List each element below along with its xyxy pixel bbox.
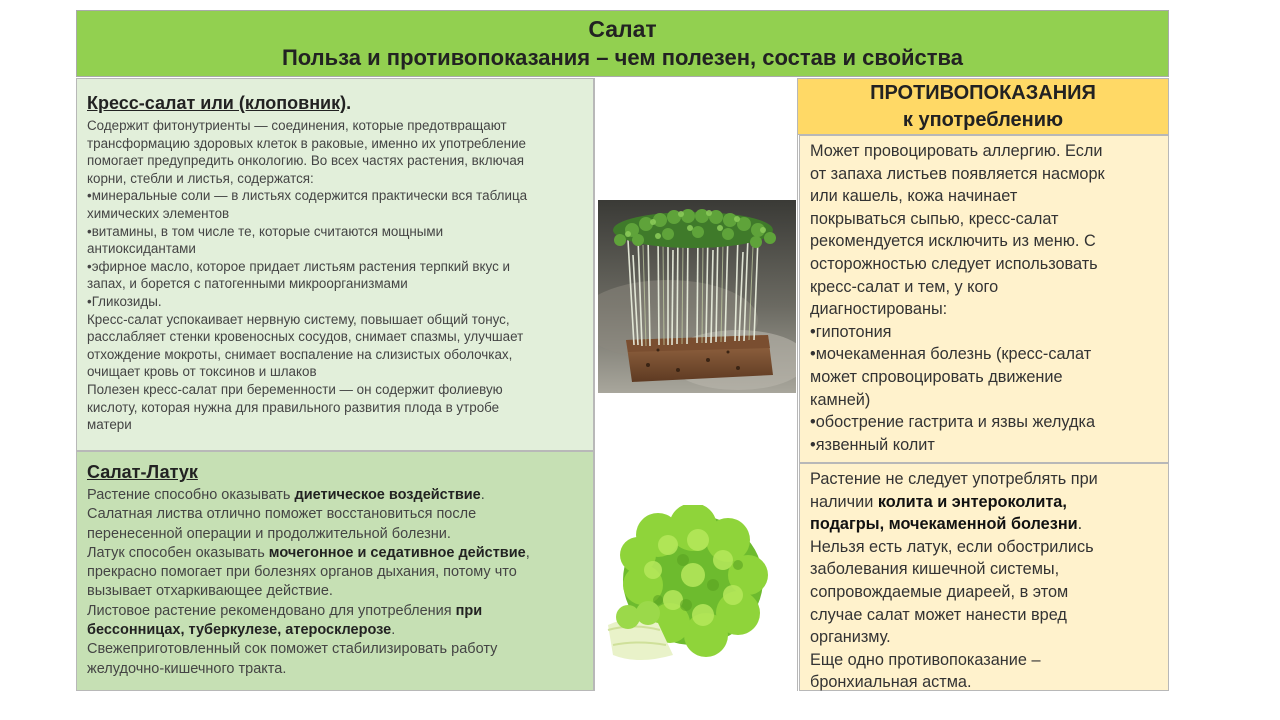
contraindications-lettuce: Растение не следует употреблять при наличии колита и энтероколита, подагры, мочекаменной болезни. Нельзя есть латук, если обострились заболевания кишечной системы, сопровождаемые диареей, в этом случае салат может нанести вред организму. Еще одно противопоказание – бронхиальная астма. — [799, 463, 1169, 691]
cress-sprouts-photo — [598, 200, 796, 393]
lettuce-title: Салат-Латук — [87, 462, 198, 482]
contraindications-header — [797, 78, 1169, 135]
contraindications-cress: Может провоцировать аллергию. Если от запаха листьев появляется насморк или кашель, кожа начинает покрываться сыпью, кресс-салат рекомендуется исключить из меню. С осторожностью следует использовать кресс-салат и тем, у кого диагностированы: •гипотония •мочекаменная болезнь (кресс-салат может спровоцировать движение камней) •обострение гастрита и язвы желудка •язвенный колит — [799, 135, 1169, 463]
contraindications-subtitle: к употреблению — [902, 109, 1064, 131]
cress-text: Содержит фитонутриенты — соединения, которые предотвращают трансформацию здоровых клеток в раковые, именно их употребление помогает предупредить онкологию. Во всех частях растения, включая корни, стебли и листья, содержатся: •минеральные соли — в листьях содержится практически вся таблица химических элементов •витамины, в том числе те, которые считаются мощными антиоксидантами •эфирное масло, которое придает листьям растения терпкий вкус и запах, и борется с патогенными микроорганизмами •Гликозиды. Кресс-салат успокаивает нервную систему, повышает общий тонус, расслабляет стенки кровеносных сосудов, снимает спазмы, улучшает отхождение мокроты, снимает воспаление на слизистых оболочках, очищает кровь от токсинов и шлаков Полезен кресс-салат при беременности — он содержит фолиевую кислоту, которая нужна для правильного развития плода в утробе матери — [87, 118, 528, 433]
lettuce-text: Растение способно оказывать диетическое воздействие. Салатная листва отлично поможет восстановиться после перенесенной операции и продолжительной болезни. Латук способен оказывать мочегонное и седативное действие, прекрасно помогает при болезнях органов дыхания, потому что вызывает отхаркивающее действие. Листовое растение рекомендовано для употребления при бессонницах, туберкулезе, атеросклерозе. Свежеприготовленный сок поможет стабилизировать работу желудочно-кишечного тракта. — [87, 487, 530, 677]
cress-title: Кресс-салат или (клоповник). — [87, 93, 352, 113]
page-subtitle: Польза и противопоказания – чем полезен, состав и свойства — [281, 45, 964, 70]
cress-section — [76, 78, 594, 451]
page-title: Салат — [588, 16, 657, 42]
lettuce-section — [76, 451, 594, 691]
lettuce-photo — [598, 505, 770, 685]
contraindications-title: ПРОТИВОПОКАЗАНИЯ — [870, 82, 1096, 104]
page-header — [76, 10, 1169, 77]
